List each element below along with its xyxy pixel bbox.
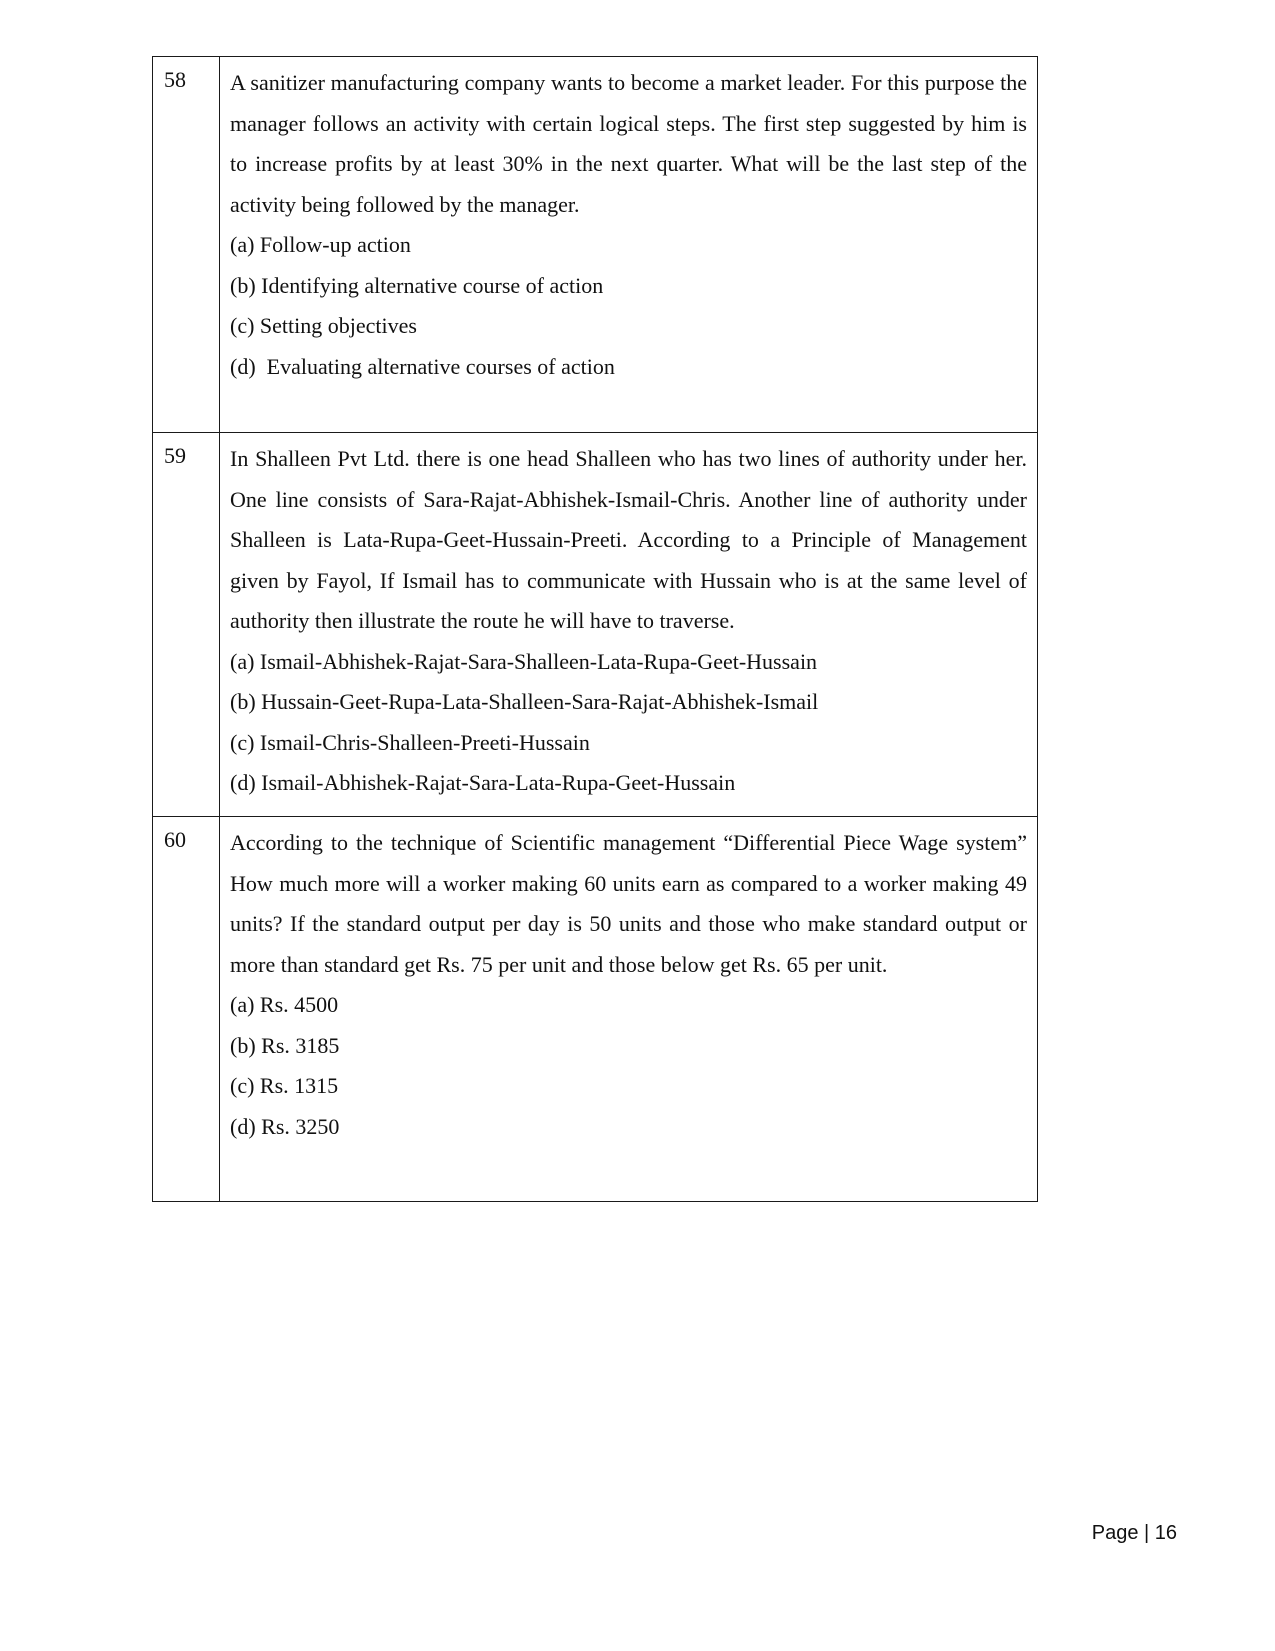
question-number: 59 bbox=[153, 433, 220, 817]
question-body bbox=[220, 817, 1038, 1202]
option-c: (c) Rs. 1315 bbox=[230, 1073, 339, 1098]
question-number: 58 bbox=[153, 57, 220, 433]
option-d: (d) Evaluating alternative courses of action bbox=[230, 353, 615, 379]
question-number: 60 bbox=[153, 817, 220, 1202]
question-text: In Shalleen Pvt Ltd. there is one head Shalleen who has two lines of authority under her. One line consists of Sara-Rajat-Abhishek-Ismail-Chris. Another line of authority under Shalleen is Lata-Rupa-Geet-Hussain-Preeti. According to a Principle of Management given by Fayol, If Ismail has to communicate with Hussain who is at the same level of authority then illustrate the route he will have to traverse. bbox=[230, 446, 1027, 633]
question-row bbox=[153, 817, 1038, 1202]
option-b: (b) Hussain-Geet-Rupa-Lata-Shalleen-Sara-Rajat-Abhishek-Ismail bbox=[230, 689, 819, 714]
question-row bbox=[153, 433, 1038, 817]
option-c: (c) Setting objectives bbox=[230, 313, 417, 338]
question-table bbox=[152, 56, 1038, 1202]
option-a: (a) Ismail-Abhishek-Rajat-Sara-Shalleen-Lata-Rupa-Geet-Hussain bbox=[230, 648, 818, 674]
question-body bbox=[220, 57, 1038, 433]
option-c: (c) Ismail-Chris-Shalleen-Preeti-Hussain bbox=[230, 729, 590, 755]
question-row bbox=[153, 57, 1038, 433]
question-text: A sanitizer manufacturing company wants to become a market leader. For this purpose the manager follows an activity with certain logical steps. The first step suggested by him is to increase profits by at least 30% in the next quarter. What will be the last step of the activity being followed by the manager. bbox=[230, 70, 1027, 217]
option-b: (b) Identifying alternative course of action bbox=[230, 272, 604, 298]
option-b: (b) Rs. 3185 bbox=[230, 1032, 340, 1058]
question-body bbox=[220, 433, 1038, 817]
question-text: According to the technique of Scientific management “Differential Piece Wage system” How much more will a worker making 60 units earn as compared to a worker making 49 units? If the standard output per day is 50 units and those who make standard output or more than standard get Rs. 75 per unit and those below get Rs. 65 per unit. bbox=[230, 830, 1027, 977]
option-a: (a) Follow-up action bbox=[230, 232, 411, 257]
option-a: (a) Rs. 4500 bbox=[230, 992, 339, 1017]
option-d: (d) Rs. 3250 bbox=[230, 1113, 340, 1139]
page-number: Page | 16 bbox=[1091, 1522, 1177, 1544]
option-d: (d) Ismail-Abhishek-Rajat-Sara-Lata-Rupa-Geet-Hussain bbox=[230, 770, 736, 795]
